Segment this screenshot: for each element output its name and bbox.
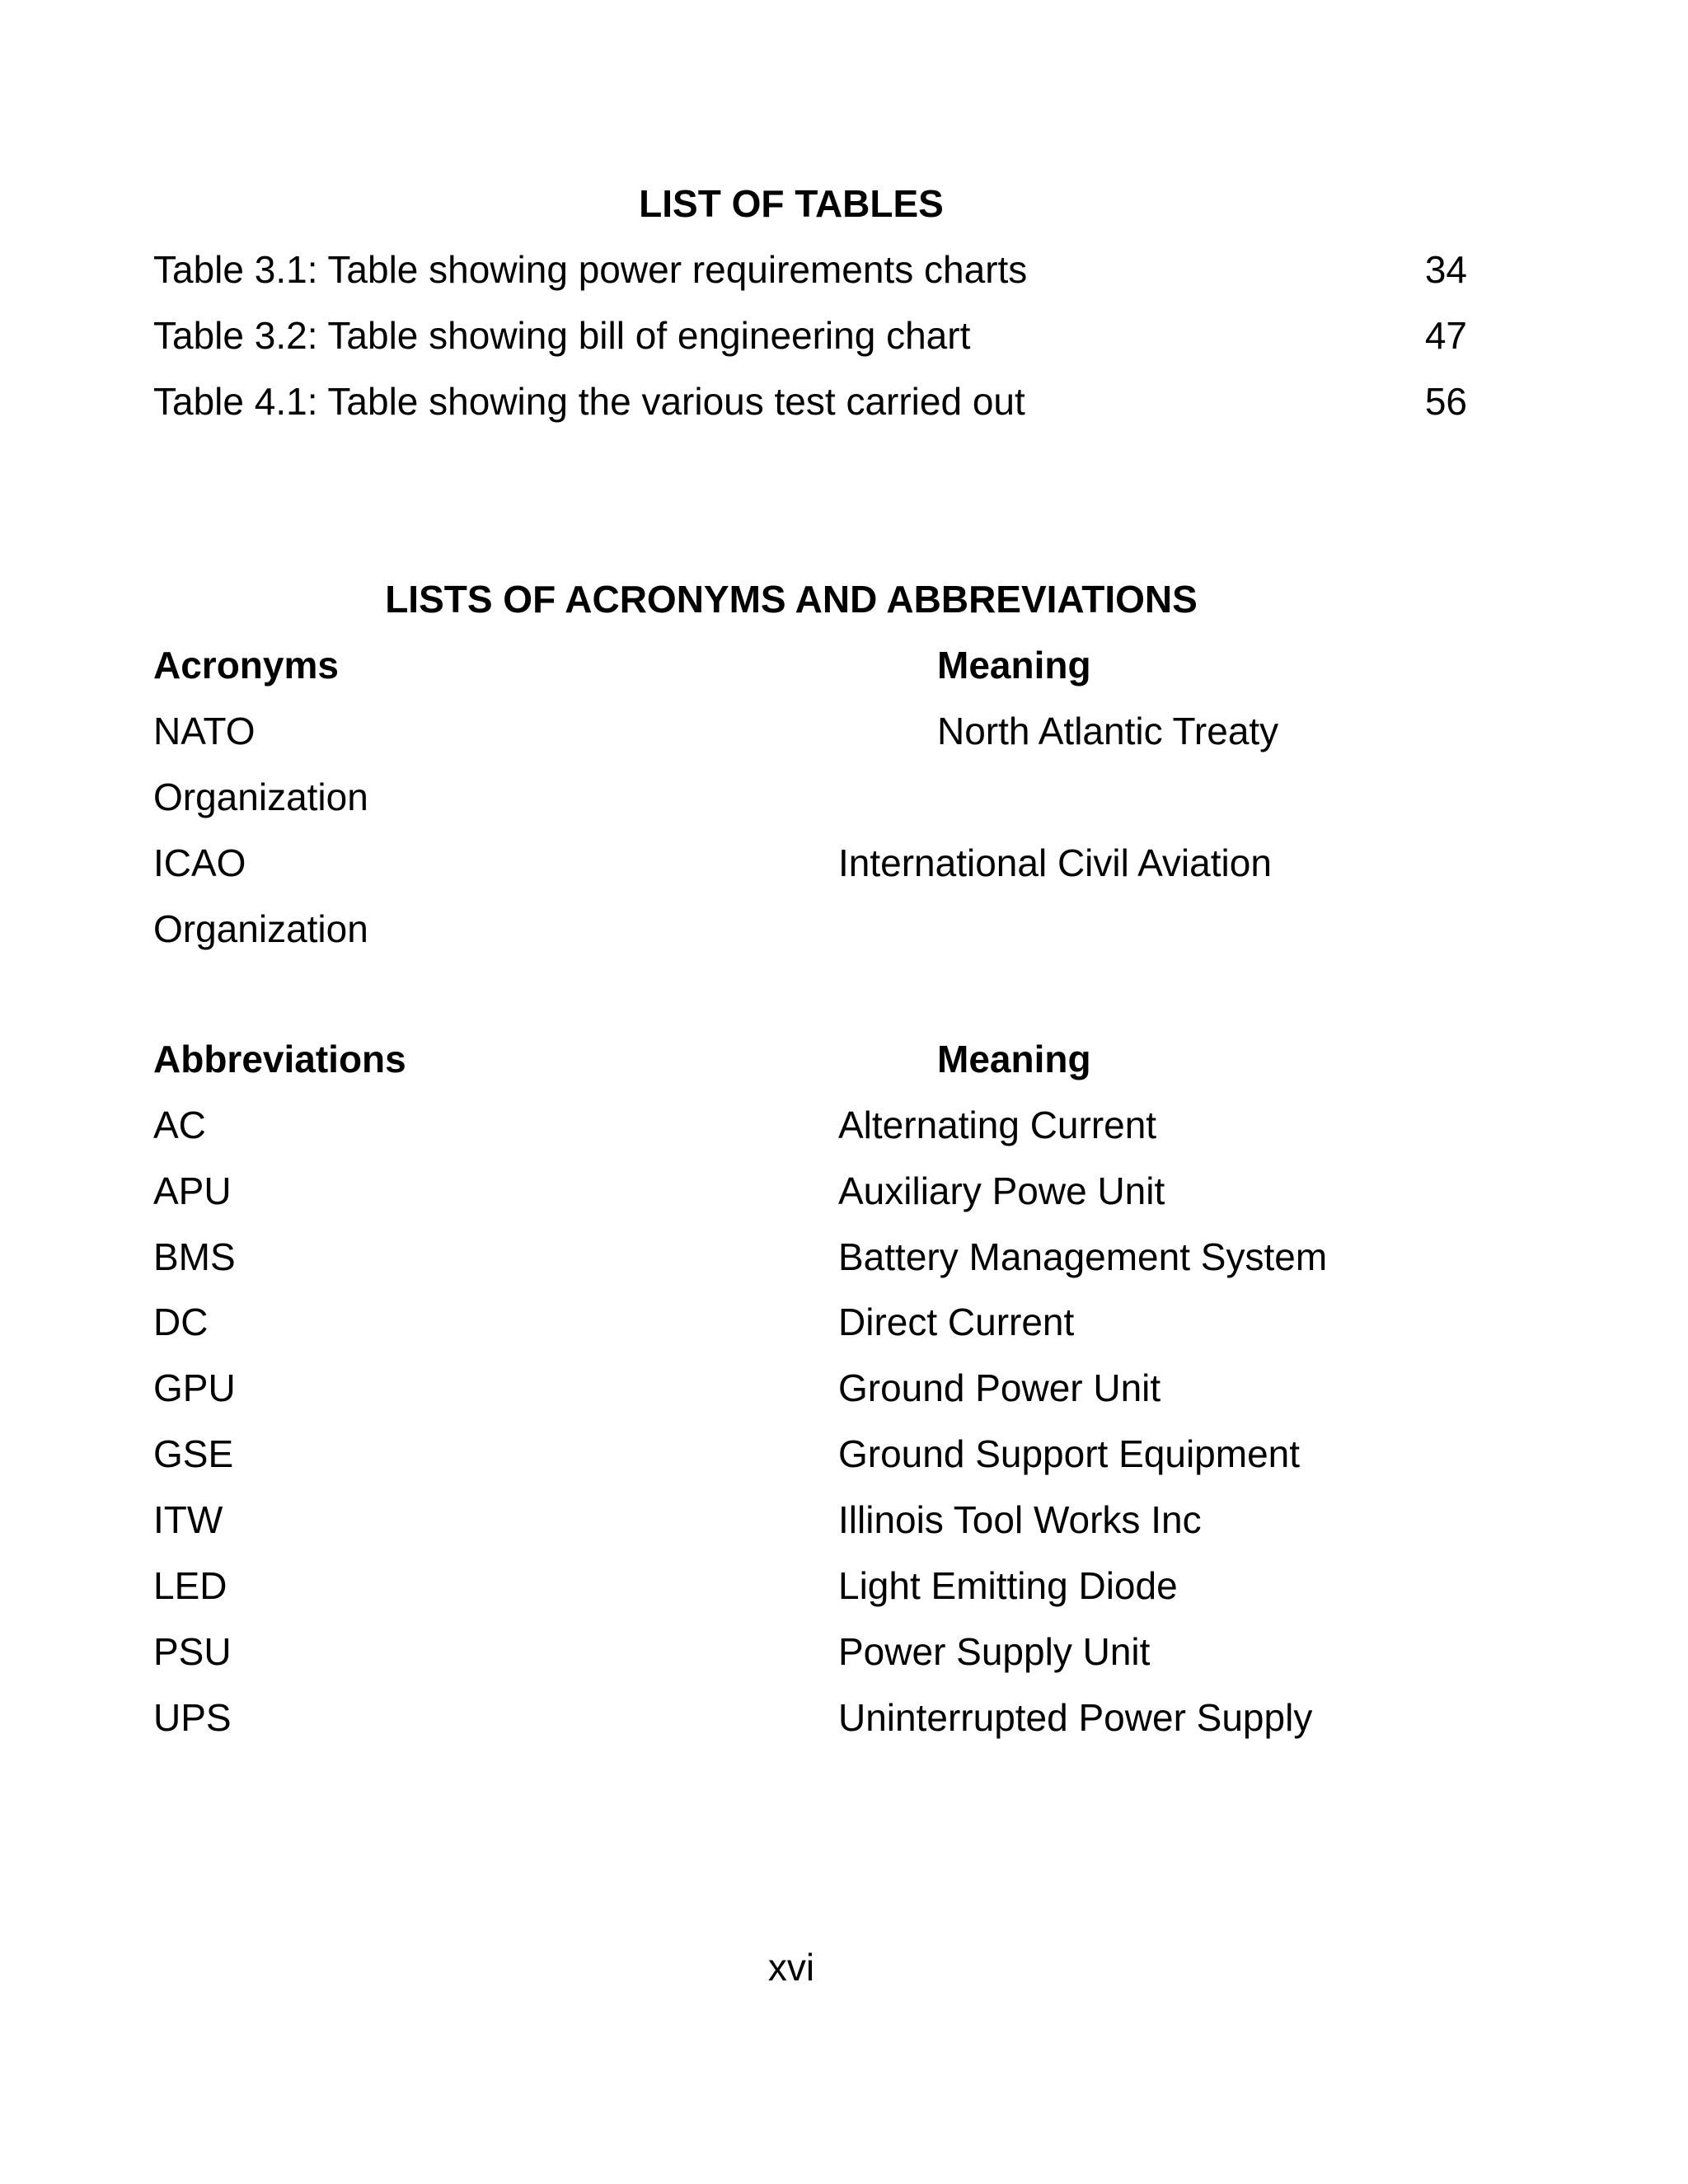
acronym-meaning-continuation: Organization [153,907,368,950]
abbreviation-meaning: Illinois Tool Works Inc [838,1498,1202,1541]
acronym-meaning: North Atlantic Treaty [937,710,1279,752]
acronyms-abbreviations-heading: LISTS OF ACRONYMS AND ABBREVIATIONS [385,578,1198,621]
acronym-term: NATO [153,710,256,752]
acronym-term: ICAO [153,841,246,884]
abbreviation-term: AC [153,1104,206,1146]
abbreviation-meaning: Power Supply Unit [838,1630,1151,1673]
acronym-meaning: International Civil Aviation [838,841,1272,884]
abbreviation-meaning: Uninterrupted Power Supply [838,1696,1313,1739]
abbreviation-term: BMS [153,1235,236,1278]
abbreviation-term: ITW [153,1498,223,1541]
abbreviation-term: PSU [153,1630,232,1673]
abbreviation-term: UPS [153,1696,232,1739]
abbreviation-meaning: Alternating Current [838,1104,1157,1146]
abbreviation-meaning: Direct Current [838,1301,1075,1343]
acronyms-meaning-header: Meaning [937,644,1091,687]
abbreviation-term: GPU [153,1366,236,1409]
abbreviation-term: GSE [153,1432,234,1475]
abbreviation-term: LED [153,1564,227,1607]
table-entry-label: Table 3.1: Table showing power requirements charts [153,248,1028,291]
table-entry-page: 34 [1424,248,1467,291]
abbreviation-term: DC [153,1301,209,1343]
abbreviation-meaning: Ground Power Unit [838,1366,1161,1409]
list-of-tables-heading: LIST OF TABLES [639,182,944,225]
table-entry-label: Table 4.1: Table showing the various test carried out [153,380,1025,423]
abbreviation-meaning: Ground Support Equipment [838,1432,1301,1475]
abbreviation-term: APU [153,1169,232,1212]
table-entry-label: Table 3.2: Table showing bill of engineering chart [153,314,971,357]
abbreviation-meaning: Auxiliary Powe Unit [838,1169,1165,1212]
table-entry-page: 56 [1424,380,1467,423]
abbreviation-meaning: Light Emitting Diode [838,1564,1178,1607]
page-number: xvi [767,1946,815,1989]
abbreviations-meaning-header: Meaning [937,1038,1091,1080]
abbreviations-column-header: Abbreviations [153,1038,406,1080]
table-entry-page: 47 [1424,314,1467,357]
acronym-meaning-continuation: Organization [153,776,368,818]
abbreviation-meaning: Battery Management System [838,1235,1328,1278]
acronyms-column-header: Acronyms [153,644,339,687]
